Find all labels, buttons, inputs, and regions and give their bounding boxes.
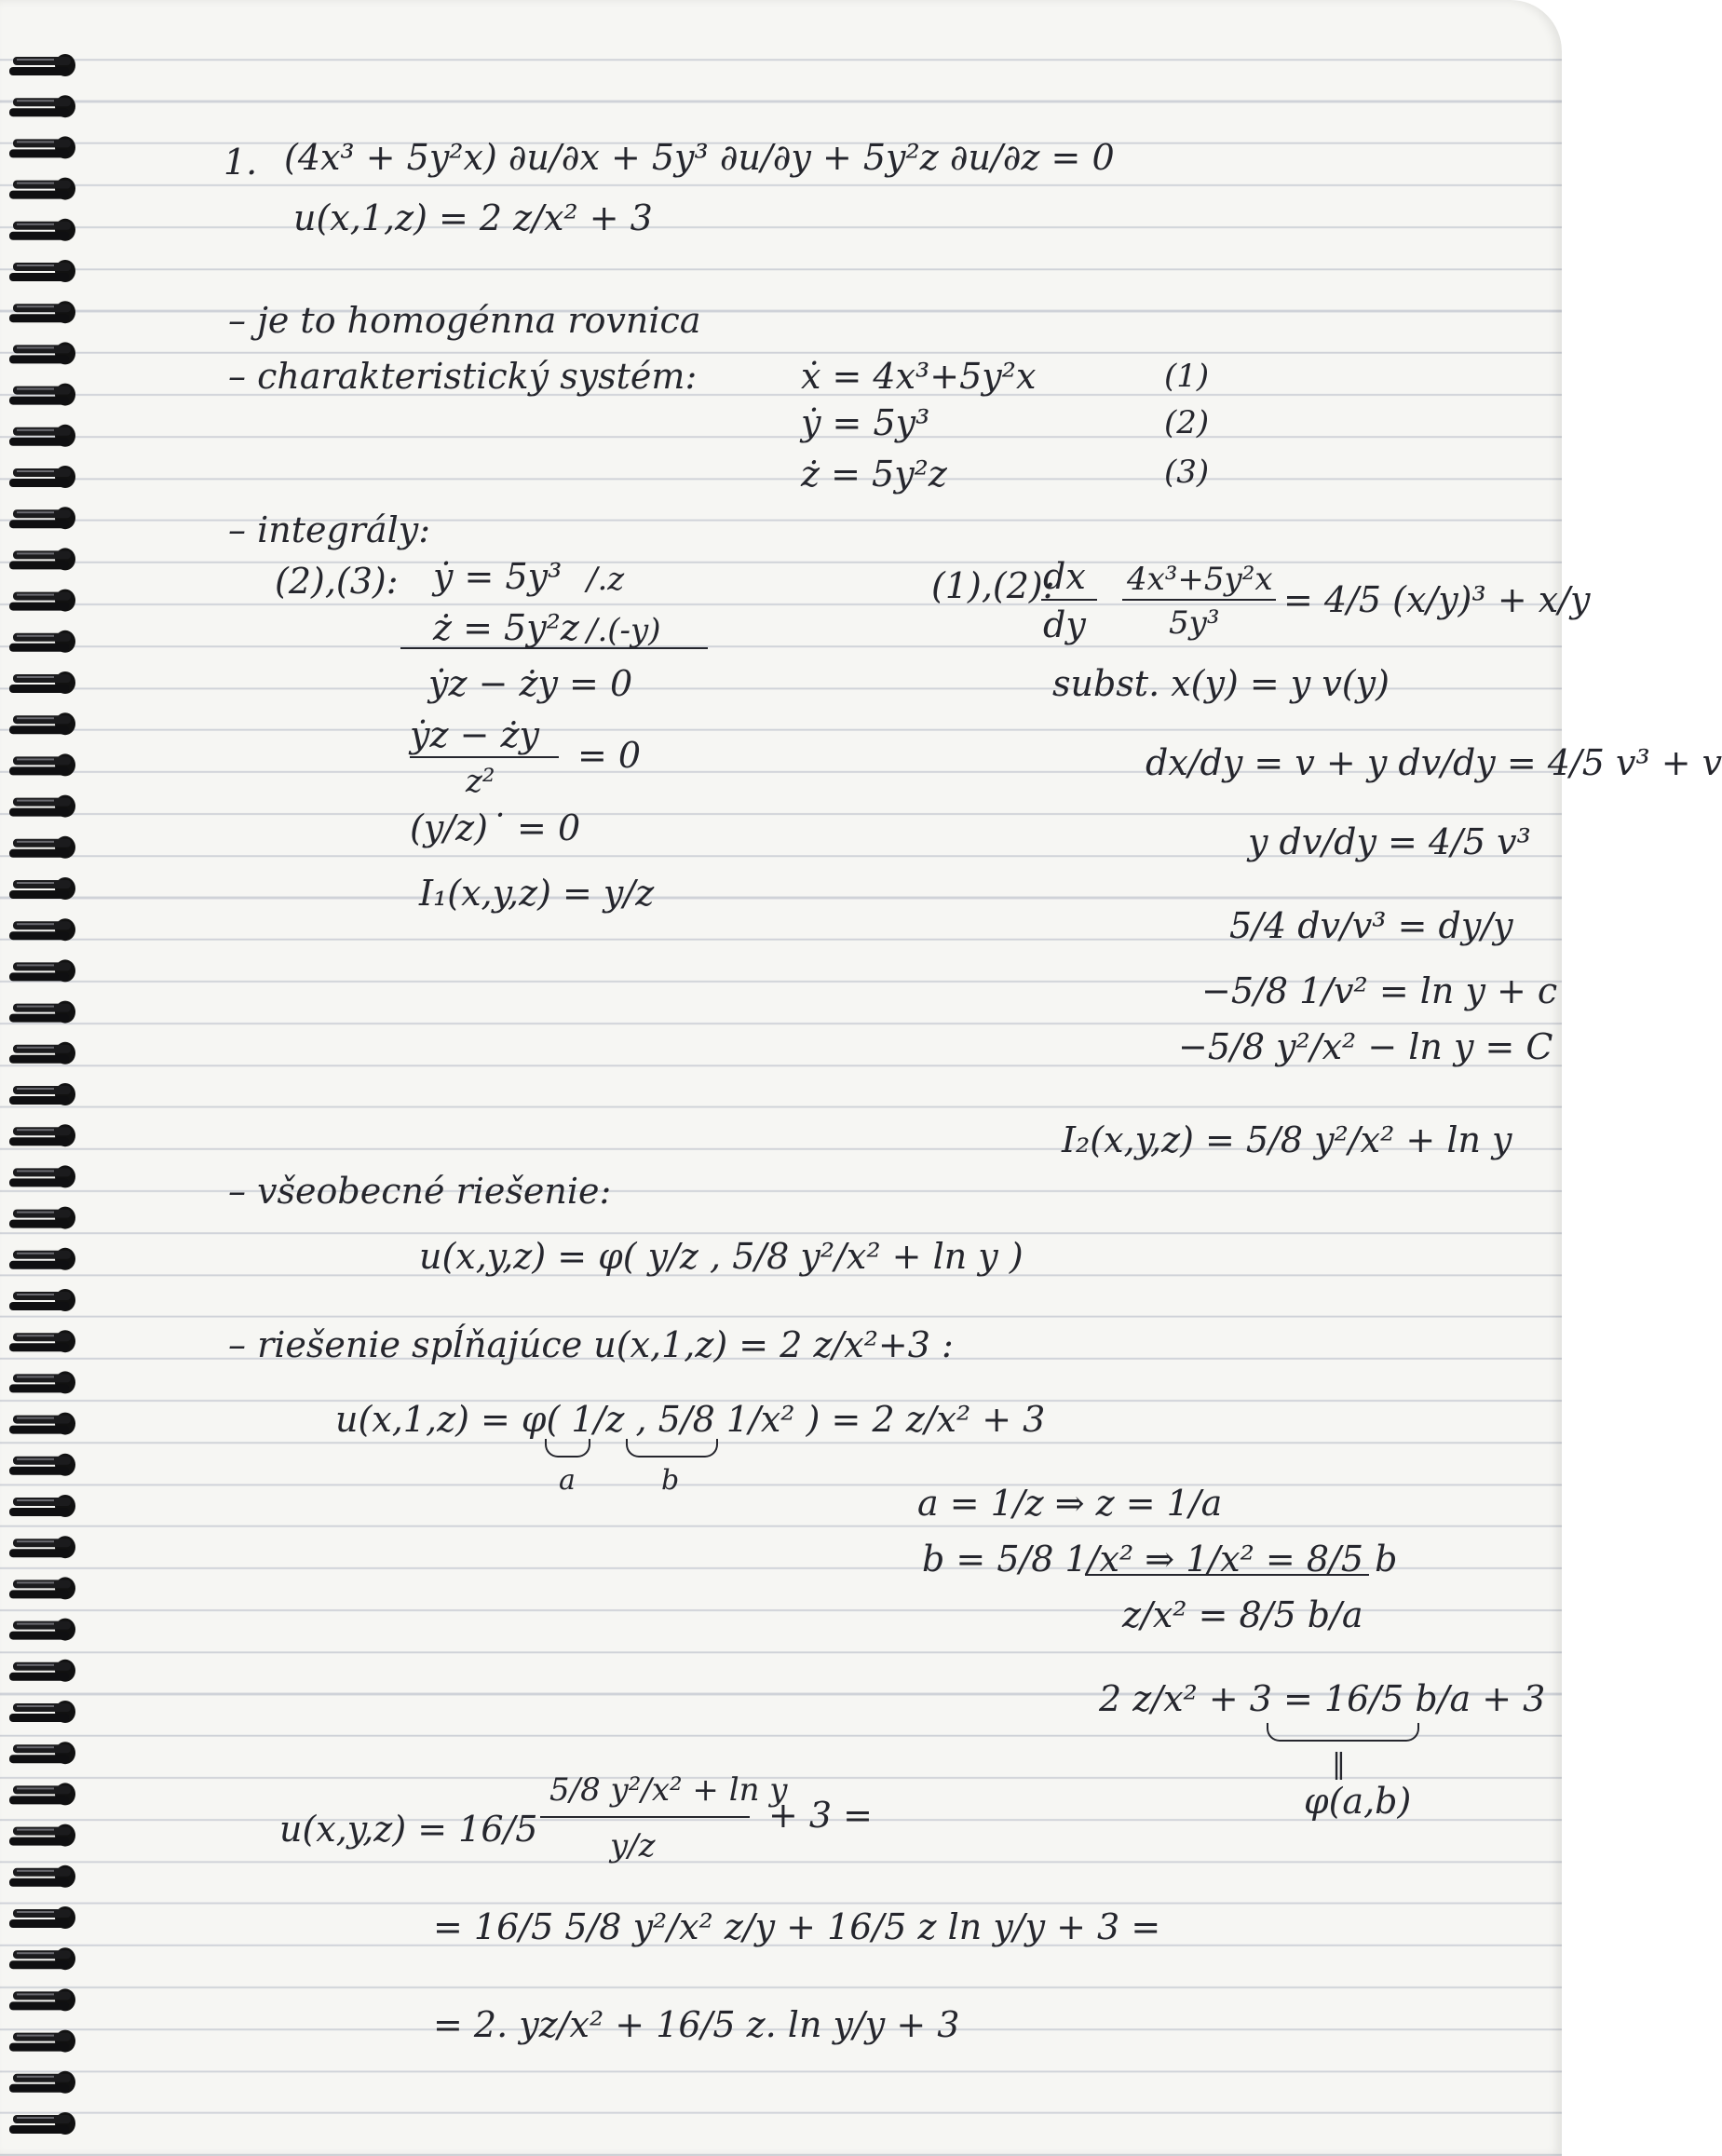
spiral-coil — [9, 590, 75, 612]
particular-condition: u(x,1,z) = φ( 1/z , 5/8 1/x² ) = 2 z/x² + 3 — [335, 1399, 1046, 1440]
left-frac-num: ẏz − ży — [410, 714, 539, 755]
char-tag-2: (2) — [1164, 404, 1210, 441]
right-dxdy-bar — [1041, 599, 1097, 601]
spiral-coil — [9, 54, 75, 76]
spiral-coil — [9, 795, 75, 818]
initial-condition: u(x,1,z) = 2 z/x² + 3 — [293, 197, 653, 238]
substitution: subst. x(y) = y v(y) — [1052, 663, 1390, 704]
spiral-coil — [9, 95, 75, 117]
right-den-poly: 5y³ — [1169, 604, 1220, 642]
spiral-coil — [9, 1042, 75, 1064]
spiral-coil — [9, 712, 75, 735]
char-eq-3: ż = 5y²z — [801, 454, 947, 495]
spiral-coil — [9, 836, 75, 859]
spiral-coil — [9, 631, 75, 653]
spiral-coil — [9, 753, 75, 776]
label-a: a — [559, 1464, 576, 1497]
spiral-coil — [9, 507, 75, 529]
left-mult-neg-y: /.(-y) — [587, 612, 661, 649]
spiral-coil — [9, 548, 75, 570]
bullet-particular-solution: – riešenie spĺňajúce u(x,1,z) = 2 z/x²+3 : — [228, 1324, 954, 1365]
phi-ab: φ(a,b) — [1304, 1781, 1412, 1822]
right-integral-label: (1),(2): — [931, 565, 1055, 606]
brace-a — [545, 1439, 590, 1458]
spiral-coil — [9, 384, 75, 406]
spiral-coil — [9, 2112, 75, 2135]
subst-b: b = 5/8 1/x² ⇒ 1/x² = 8/5 b — [922, 1539, 1398, 1580]
spiral-coil — [9, 2071, 75, 2094]
spiral-coil — [9, 959, 75, 982]
final-line-1-lhs: u(x,y,z) = 16/5 — [279, 1809, 538, 1850]
spiral-coil — [9, 1783, 75, 1805]
spiral-coil — [9, 178, 75, 200]
left-integral-label: (2),(3): — [275, 561, 399, 602]
char-tag-3: (3) — [1164, 454, 1210, 491]
spiral-coil — [9, 260, 75, 282]
spiral-coil — [9, 877, 75, 900]
spiral-coil — [9, 1289, 75, 1311]
label-b: b — [661, 1464, 680, 1497]
char-tag-1: (1) — [1164, 358, 1210, 395]
spiral-coil — [9, 425, 75, 447]
final-line-2: = 16/5 5/8 y²/x² z/y + 16/5 z ln y/y + 3 = — [433, 1906, 1161, 1947]
spiral-coil — [9, 1248, 75, 1270]
spiral-coil — [9, 1454, 75, 1476]
spiral-coil — [9, 1330, 75, 1352]
separated: 5/4 dv/v³ = dy/y — [1229, 905, 1513, 946]
right-num-poly: 4x³+5y²x — [1127, 561, 1273, 598]
pde-equation: (4x³ + 5y²x) ∂u/∂x + 5y³ ∂u/∂y + 5y²z ∂u/∂z = 0 — [284, 137, 1115, 178]
right-poly-bar — [1122, 599, 1276, 601]
bullet-integrals: – integrály: — [228, 509, 431, 550]
spiral-coil — [9, 466, 75, 488]
char-eq-2: ẏ = 5y³ — [801, 402, 930, 443]
final-line-3: = 2. yz/x² + 16/5 z. ln y/y + 3 — [433, 2004, 960, 2045]
integrated: −5/8 1/v² = ln y + c — [1201, 970, 1558, 1011]
spiral-coil — [9, 1865, 75, 1888]
spiral-coil — [9, 1083, 75, 1105]
left-eq-ydot: ẏ = 5y³ — [433, 556, 563, 597]
spiral-coil — [9, 301, 75, 323]
final-fraction-bar — [540, 1816, 750, 1818]
final-line-1-end: + 3 = — [768, 1795, 874, 1836]
separable-form: y dv/dy = 4/5 v³ — [1248, 821, 1531, 862]
spiral-coil — [9, 1660, 75, 1682]
spiral-coil — [9, 1207, 75, 1229]
spiral-coil — [9, 1906, 75, 1929]
spiral-coil — [9, 1001, 75, 1024]
first-integral: I₁(x,y,z) = y/z — [419, 873, 655, 914]
spiral-coil — [9, 219, 75, 241]
bullet-characteristic-system: – charakteristický systém: — [228, 356, 698, 397]
condition-in-ab: 2 z/x² + 3 = 16/5 b/a + 3 — [1099, 1678, 1546, 1719]
left-derivative-zero: (y/z)˙ = 0 — [410, 807, 581, 848]
spiral-coil — [9, 1742, 75, 1764]
ratio-z-x2: z/x² = 8/5 b/a — [1122, 1594, 1363, 1635]
spiral-coil — [9, 2030, 75, 2053]
spiral-coil — [9, 1947, 75, 1970]
brace-b — [626, 1439, 718, 1458]
problem-number: 1. — [224, 142, 258, 183]
spiral-coil — [9, 1165, 75, 1187]
left-frac-bar — [410, 756, 559, 758]
spiral-coil — [9, 1536, 75, 1558]
subst-rule — [1085, 1574, 1369, 1576]
char-eq-1: ẋ = 4x³+5y²x — [801, 356, 1037, 397]
final-line-1-num: 5/8 y²/x² + ln y — [549, 1771, 788, 1809]
bullet-general-solution: – všeobecné riešenie: — [228, 1171, 612, 1212]
final-line-1-den: y/z — [610, 1827, 656, 1864]
general-solution: u(x,y,z) = φ( y/z , 5/8 y²/x² + ln y ) — [419, 1236, 1024, 1277]
spiral-coil — [9, 1124, 75, 1146]
right-dx: dx — [1043, 556, 1086, 597]
spiral-coil — [9, 136, 75, 158]
spiral-coil — [9, 1824, 75, 1847]
left-eq-zdot: ż = 5y²z — [433, 607, 579, 648]
left-sum-rule — [400, 647, 708, 649]
brace-phi — [1267, 1723, 1419, 1742]
right-dy: dy — [1043, 604, 1086, 645]
spiral-coil — [9, 1619, 75, 1641]
bullet-homogeneous: – je to homogénna rovnica — [228, 300, 701, 341]
subst-a: a = 1/z ⇒ z = 1/a — [917, 1483, 1223, 1524]
second-integral: I₂(x,y,z) = 5/8 y²/x² + ln y — [1062, 1119, 1512, 1160]
subst-derivative: dx/dy = v + y dv/dy = 4/5 v³ + v — [1146, 742, 1722, 783]
spiral-coil — [9, 671, 75, 694]
left-frac-eq: = 0 — [577, 735, 642, 776]
right-simplified: = 4/5 (x/y)³ + x/y — [1283, 579, 1591, 620]
spiral-coil — [9, 1701, 75, 1723]
spiral-coil — [9, 1988, 75, 2011]
spiral-coil — [9, 1371, 75, 1393]
left-frac-den: z² — [466, 763, 495, 800]
spiral-coil — [9, 1577, 75, 1599]
spiral-coil — [9, 342, 75, 364]
spiral-coil — [9, 1413, 75, 1435]
spiral-coil — [9, 1495, 75, 1517]
equals-mark: ‖ — [1332, 1748, 1346, 1781]
left-eq-combined: ẏz − ży = 0 — [428, 663, 633, 704]
left-mult-z: /.z — [587, 561, 625, 598]
spiral-binding — [0, 0, 88, 2156]
integrated-back-subst: −5/8 y²/x² − ln y = C — [1178, 1026, 1553, 1067]
spiral-coil — [9, 918, 75, 941]
